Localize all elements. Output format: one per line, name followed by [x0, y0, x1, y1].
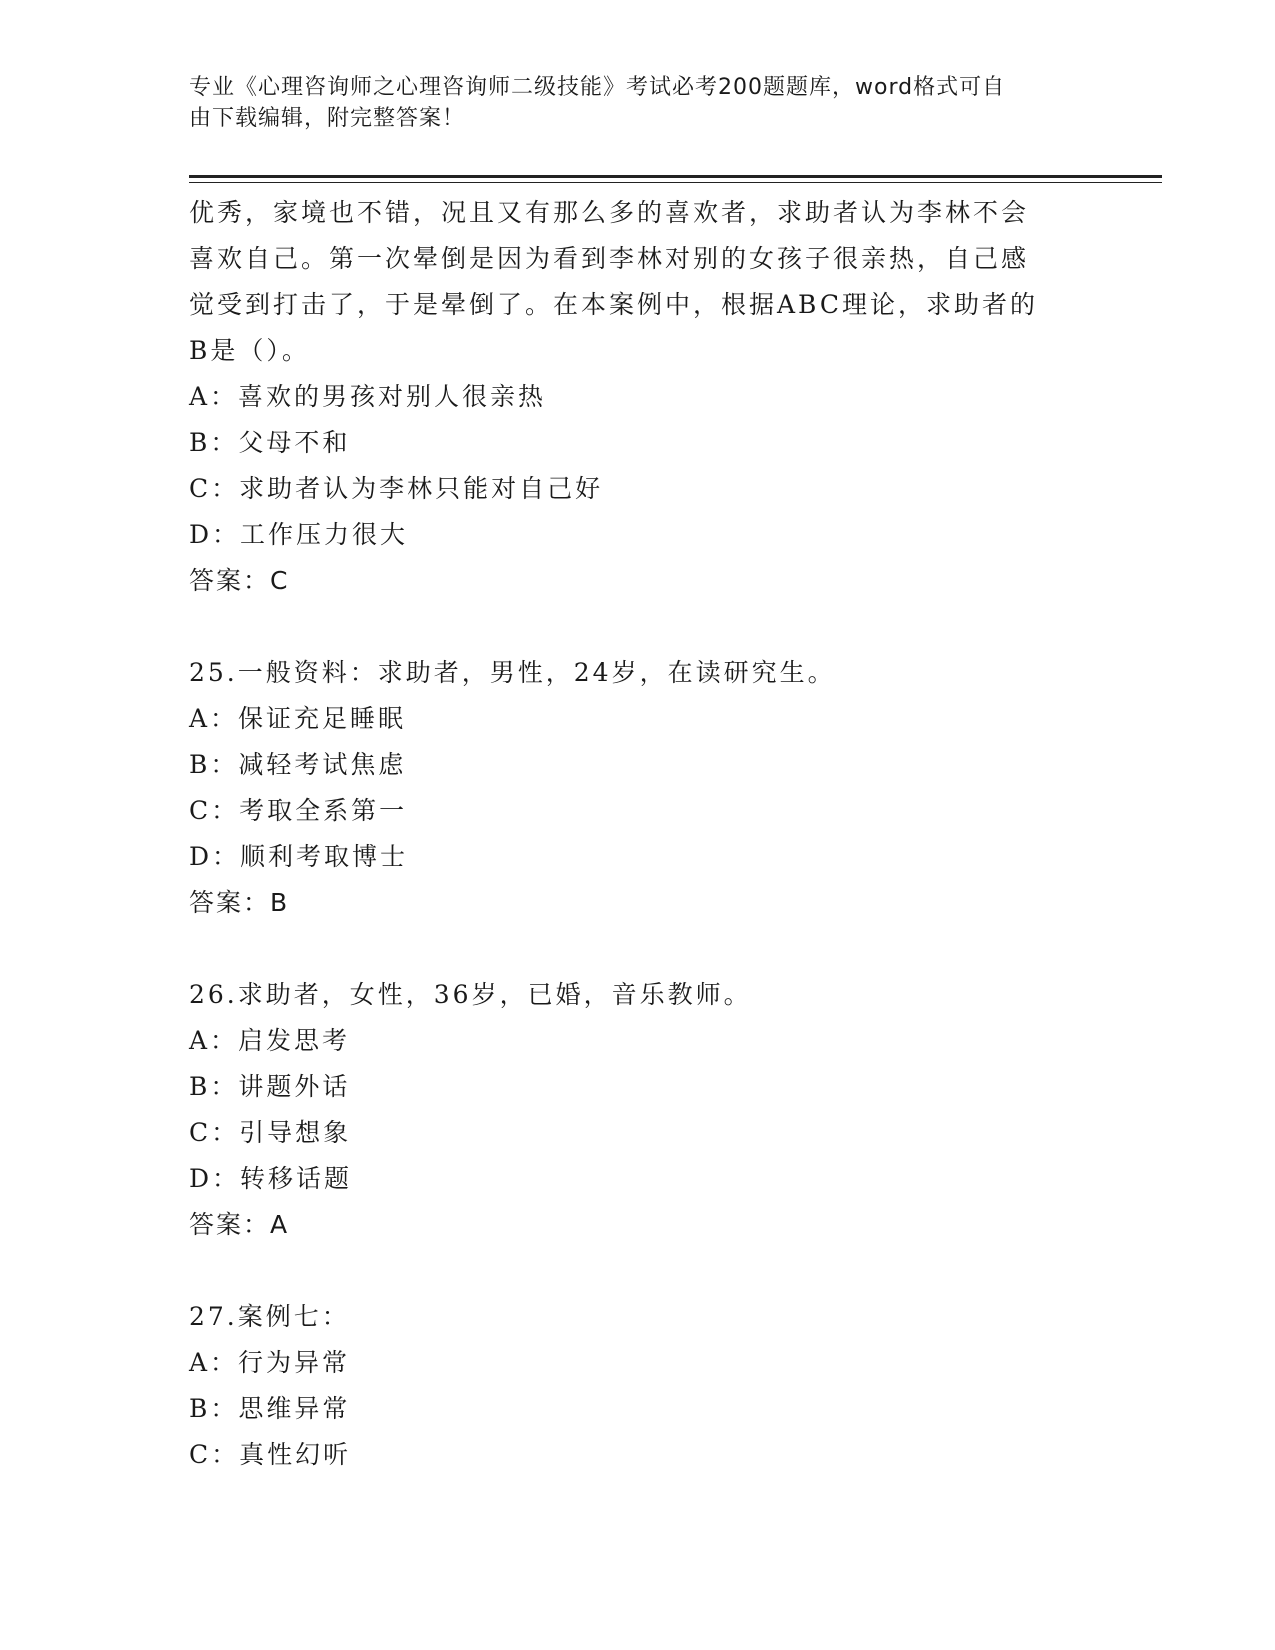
spacer — [189, 604, 1089, 650]
question-list — [189, 190, 1089, 1478]
question-stem: 25.一般资料：求助者，男性，24岁，在读研究生。 — [189, 658, 836, 687]
question-stem-line: 喜欢自己。第一次晕倒是因为看到李林对别的女孩子很亲热，自己感 — [189, 244, 1030, 273]
answer-line: 答案：B — [189, 888, 290, 917]
option-a: A：保证充足睡眠 — [189, 704, 407, 733]
option-a: A：行为异常 — [189, 1348, 351, 1377]
option-a: A：启发思考 — [189, 1026, 351, 1055]
question-27 — [189, 1294, 1089, 1478]
spacer — [189, 926, 1089, 972]
option-d: D：转移话题 — [189, 1164, 353, 1193]
option-b: B：父母不和 — [189, 428, 351, 457]
document-header — [189, 72, 1079, 134]
option-c: C：考取全系第一 — [189, 796, 408, 825]
header-line-2: 由下载编辑，附完整答案！ — [189, 106, 466, 131]
option-d: D：工作压力很大 — [189, 520, 409, 549]
spacer — [189, 1248, 1089, 1294]
answer-line: 答案：A — [189, 1210, 290, 1239]
option-a: A：喜欢的男孩对别人很亲热 — [189, 382, 547, 411]
header-line-1: 专业《心理咨询师之心理咨询师二级技能》考试必考200题题库，word格式可自 — [189, 75, 1006, 100]
option-c: C：真性幻听 — [189, 1440, 352, 1469]
option-b: B：思维异常 — [189, 1394, 351, 1423]
question-stem: 26.求助者，女性，36岁，已婚，音乐教师。 — [189, 980, 752, 1009]
question-stem-line: B是（）。 — [189, 336, 310, 365]
option-c: C：求助者认为李林只能对自己好 — [189, 474, 604, 503]
question-26 — [189, 972, 1089, 1248]
option-b: B：讲题外话 — [189, 1072, 351, 1101]
option-d: D：顺利考取博士 — [189, 842, 409, 871]
answer-line: 答案：C — [189, 566, 290, 595]
question-24 — [189, 190, 1089, 604]
question-stem: 27.案例七： — [189, 1302, 350, 1331]
option-c: C：引导想象 — [189, 1118, 352, 1147]
question-stem-line: 优秀，家境也不错，况且又有那么多的喜欢者，求助者认为李林不会 — [189, 198, 1030, 227]
option-b: B：减轻考试焦虑 — [189, 750, 407, 779]
header-rule-thick — [189, 175, 1162, 178]
question-25 — [189, 650, 1089, 926]
question-stem-line: 觉受到打击了，于是晕倒了。在本案例中，根据ABC理论，求助者的 — [189, 290, 1039, 319]
header-rule-thin — [189, 182, 1162, 183]
